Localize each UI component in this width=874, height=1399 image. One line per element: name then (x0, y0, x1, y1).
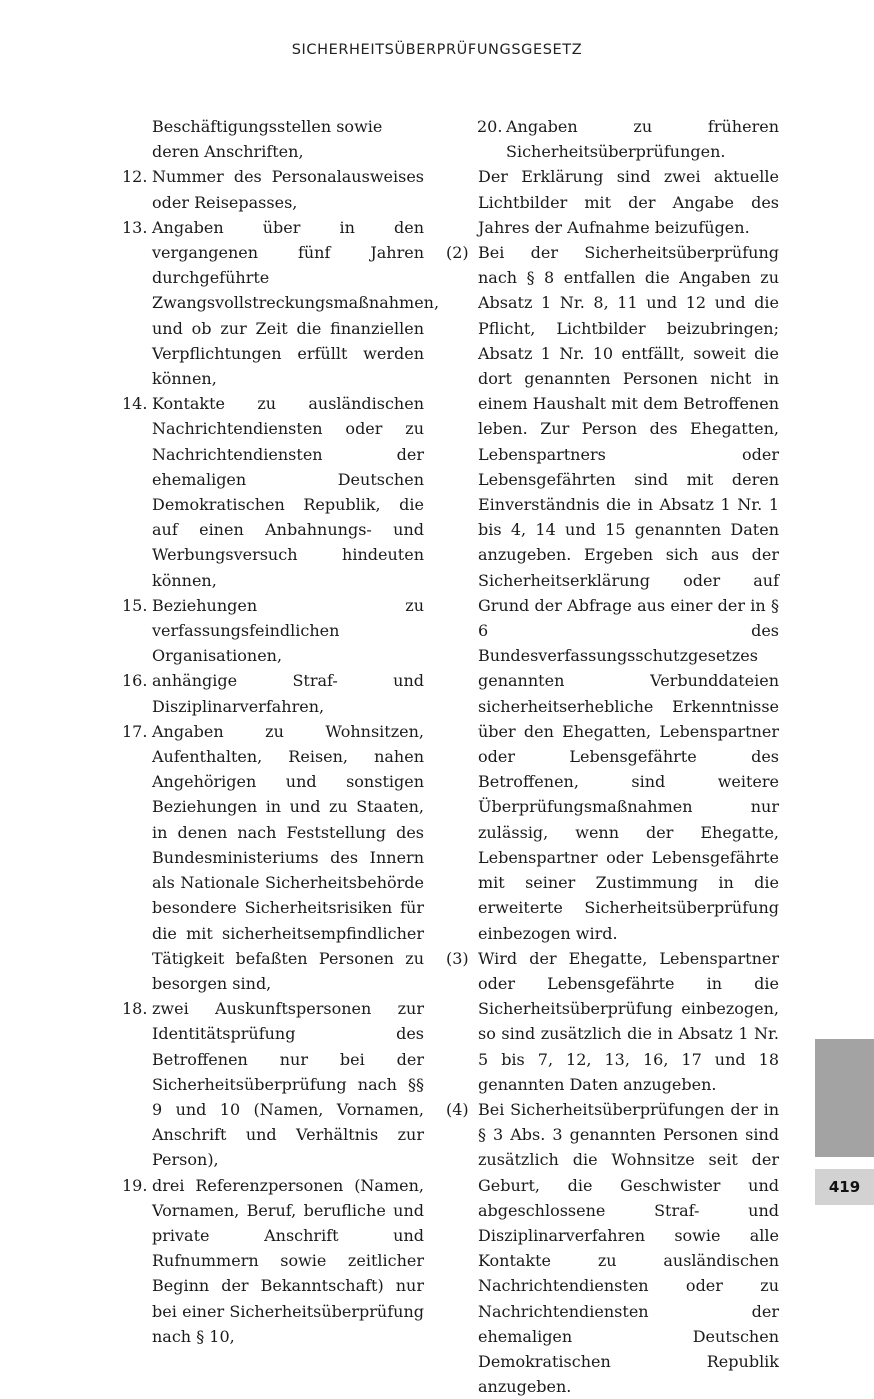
paragraph-number: (2) (446, 243, 469, 263)
item-number: 15. (122, 595, 148, 615)
continuation-text: Beschäftigungsstellen sowie deren Anschriften, (152, 117, 383, 162)
running-header: SICHERHEITSÜBERPRÜFUNGSGESETZ (291, 42, 583, 58)
item-text: Kontakte zu ausländischen Nachrichtendiensten oder zu Nachrichtendiensten der ehemaligen Deutschen Demokratischen Republik, die auf einen Anbahnungs- und Werbungsversuch hindeuten können, (152, 394, 424, 590)
item-text: Nummer des Personalausweises oder Reisepasses, (152, 167, 424, 212)
item-text: anhängige Straf- und Disziplinarverfahren, (152, 671, 424, 716)
item-number: 13. (122, 217, 148, 237)
item-number: 17. (122, 721, 148, 741)
list-item-12 (122, 164, 424, 214)
paragraph-2 (446, 240, 779, 946)
list-item-15 (122, 593, 424, 669)
left-column (122, 114, 440, 1349)
item-number: 14. (122, 394, 148, 414)
item-text: zwei Auskunftspersonen zur Identitätsprüfung des Betroffenen nur bei der Sicherheitsüberprüfung nach §§ 9 und 10 (Namen, Vornamen, Anschrift und Verhältnis zur Person), (152, 999, 424, 1170)
item-number: 20. (477, 117, 503, 136)
item-text: drei Referenzpersonen (Namen, Vornamen, Beruf, berufliche und private Anschrift und Rufnummern sowie zeitlicher Beginn der Bekanntschaft) nur bei einer Sicherheitsüberprüfung nach § 10, (152, 1175, 424, 1346)
paragraph-number: (3) (446, 948, 469, 968)
item-number: 16. (122, 671, 148, 691)
item-text: Angaben zu Wohnsitzen, Aufenthalten, Reisen, nahen Angehörigen und sonstigen Beziehungen in und zu Staaten, in denen nach Feststellung des Bundesministeriums des Innern als Nationale Sicherheitsbehörde besondere Sicherheitsrisiken für die mit sicherheitsempfindlicher Tätigkeit befaßten Personen zu besorgen sind, (152, 721, 424, 993)
list-item-13 (122, 215, 440, 391)
item-number: 12. (122, 167, 148, 187)
list-item-17 (122, 719, 424, 996)
paragraph-text: Bei der Sicherheitsüberprüfung nach § 8 entfallen die Angaben zu Absatz 1 Nr. 8, 11 und 12 und die Pflicht, Lichtbilder beizubringen; Absatz 1 Nr. 10 entfällt, soweit die dort genannten Personen nicht in einem Haushalt mit dem Betroffenen leben. Zur Person des Ehegatten, Lebenspartners oder Lebensgefährten sind mit deren Einverständnis die in Absatz 1 Nr. 1 bis 4, 14 und 15 genannten Daten anzugeben. Ergeben sich aus der Sicherheitserklärung oder auf Grund der Abfrage aus einer der in § 6 des Bundesverfassungsschutzgesetzes genannten Verbunddateien sicherheitserhebliche Erkenntnisse über den Ehegatten, Lebenspartner oder Lebensgefährte des Betroffenen, sind weitere Überprüfungsmaßnahmen nur zulässig, wenn der Ehegatte, Lebenspartner oder Lebensgefährte mit seiner Zustimmung in die erweiterte Sicherheitsüberprüfung einbezogen wird. (478, 243, 779, 943)
list-item-18 (122, 996, 424, 1172)
thumb-index-tab (815, 1039, 874, 1157)
item-text: Angaben über in den vergangenen fünf Jahren durchgeführte Zwangsvollstreckungsmaßnahmen, und ob zur Zeit die finanziellen Verpflichtungen erfüllt werden können, (152, 217, 440, 389)
item-number: 18. (122, 999, 148, 1019)
paragraph-text: Wird der Ehegatte, Lebenspartner oder Lebensgefährte in die Sicherheitsüberprüfung einbezogen, so sind zusätzlich die in Absatz 1 Nr. 5 bis 7, 12, 13, 16, 17 und 18 genannten Daten anzugeben. (478, 948, 779, 1094)
item-text: Angaben zu früheren Sicherheitsüberprüfungen. (506, 117, 779, 162)
paragraph-number: (4) (446, 1099, 469, 1119)
right-column (446, 114, 779, 1399)
list-item-14 (122, 391, 424, 593)
paragraph-4 (446, 1097, 779, 1399)
page-number: 419 (815, 1169, 874, 1205)
photo-note: Der Erklärung sind zwei aktuelle Lichtbilder mit der Angabe des Jahres der Aufnahme beizufügen. (478, 167, 779, 237)
paragraph-3 (446, 946, 779, 1097)
item-text: Beziehungen zu verfassungsfeindlichen Organisationen, (152, 595, 424, 666)
paragraph-text: Bei Sicherheitsüberprüfungen der in § 3 Abs. 3 genannten Personen sind zusätzlich die Wohnsitze seit der Geburt, die Geschwister und abgeschlossene Straf- und Disziplinarverfahren sowie alle Kontakte zu ausländischen Nachrichtendiensten oder zu Nachrichtendiensten der ehemaligen Deutschen Demokratischen Republik anzugeben. (478, 1099, 779, 1397)
item-number: 19. (122, 1175, 148, 1195)
list-item-19 (122, 1173, 424, 1349)
list-item-20 (446, 114, 779, 164)
list-item-16 (122, 668, 424, 718)
